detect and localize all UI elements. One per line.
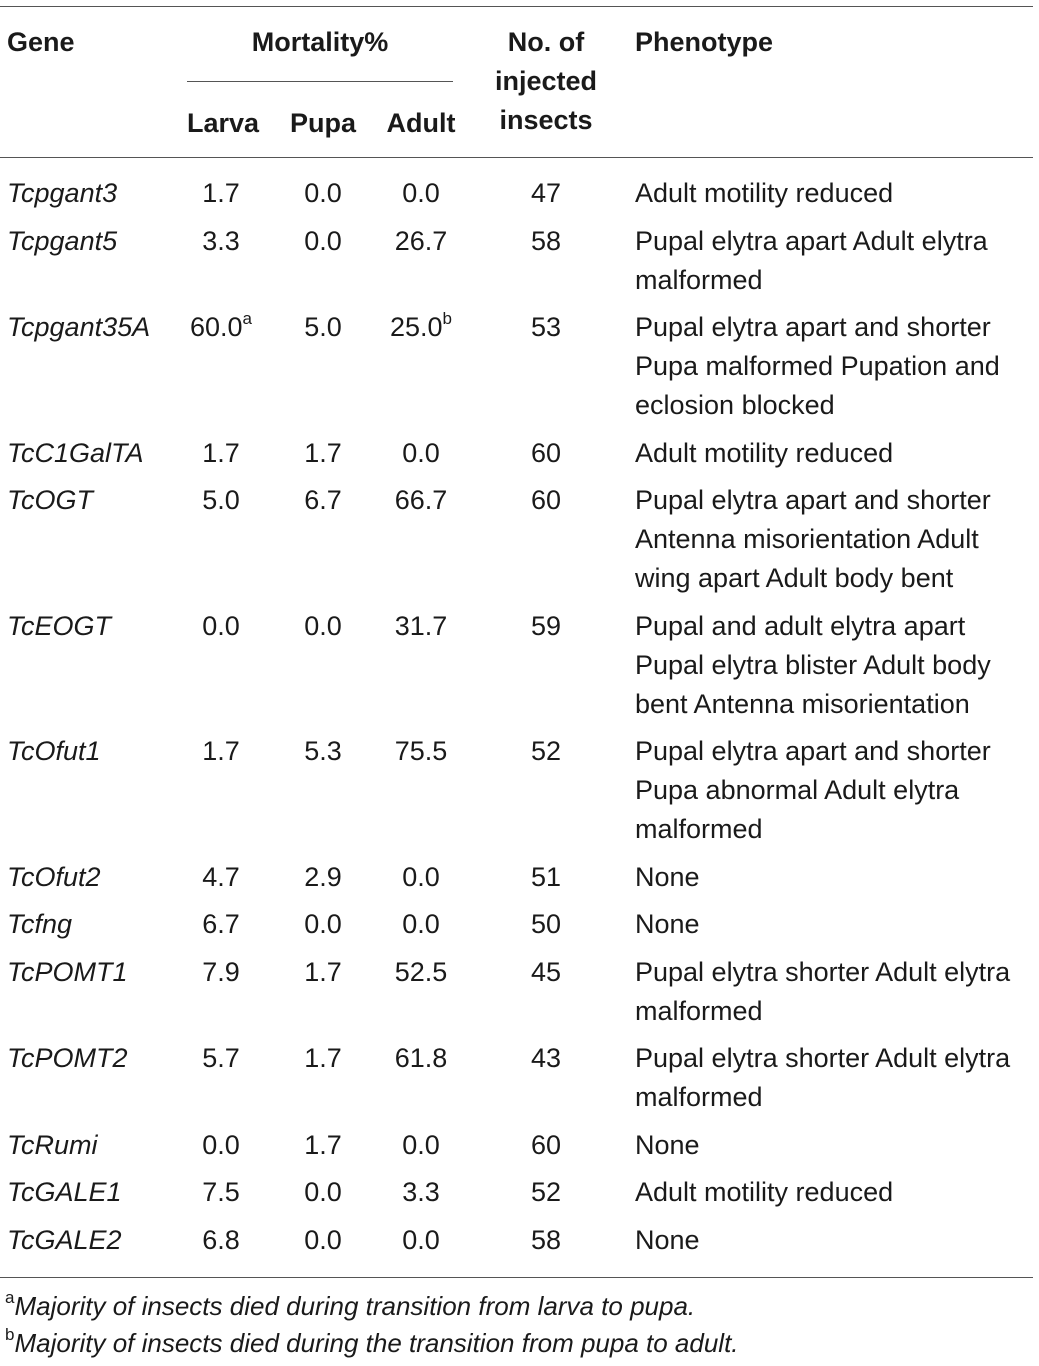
phenotype-cell — [635, 858, 1035, 897]
injected-cell-value: 58 — [530, 1224, 562, 1255]
pupa-cell-value: 0.0 — [304, 1177, 342, 1207]
pupa-cell-value: 6.7 — [304, 485, 342, 515]
injected-cell-value: 59 — [530, 610, 562, 641]
phenotype-cell — [635, 1039, 1035, 1117]
gene-cell-value: TcPOMT2 — [7, 1043, 128, 1073]
adult-cell — [375, 607, 467, 646]
phenotype-line: malformed — [635, 814, 763, 844]
larva-cell-value: 7.5 — [202, 1177, 240, 1207]
mortality-subrule — [187, 81, 453, 82]
larva-cell-value: 5.0 — [202, 485, 240, 515]
pupa-cell — [280, 1126, 366, 1165]
adult-cell-value: 31.7 — [394, 610, 448, 641]
gene-cell-value: TcC1GalTA — [7, 437, 144, 468]
phenotype-cell — [635, 607, 1035, 724]
phenotype-cell — [635, 308, 1035, 425]
phenotype-line: None — [635, 1129, 700, 1160]
phenotype-line: Pupa malformed Pupation and — [635, 351, 1000, 381]
gene-cell-value: TcOfut2 — [7, 861, 101, 892]
injected-cell — [475, 222, 617, 261]
footnote-mark: a — [5, 1288, 15, 1308]
pupa-cell-value: 1.7 — [304, 437, 342, 468]
phenotype-line: Pupal elytra apart Adult elytra — [635, 225, 988, 256]
pupa-cell-value: 0.0 — [304, 909, 342, 939]
adult-cell — [375, 1126, 467, 1165]
injected-cell — [475, 732, 617, 771]
gene-cell — [7, 222, 117, 261]
phenotype-line: None — [635, 861, 700, 892]
footnote-ref: a — [242, 309, 253, 328]
phenotype-line: malformed — [635, 264, 763, 295]
gene-cell — [7, 481, 93, 520]
gene-cell — [7, 434, 144, 473]
gene-cell — [7, 308, 150, 347]
phenotype-line: wing apart Adult body bent — [635, 563, 954, 593]
larva-cell — [175, 607, 267, 646]
phenotype-line: Pupal elytra apart and shorter — [635, 736, 991, 766]
adult-cell-value: 66.7 — [394, 485, 448, 515]
larva-cell-value: 1.7 — [202, 178, 240, 208]
phenotype-line: Pupal elytra apart and shorter — [635, 485, 991, 515]
header-phenotype: Phenotype — [635, 27, 774, 57]
larva-cell-value: 1.7 — [202, 736, 240, 766]
phenotype-cell — [635, 1173, 1035, 1212]
footnote-mark: b — [5, 1325, 15, 1345]
injected-cell-value: 45 — [530, 956, 562, 987]
larva-cell — [175, 732, 267, 771]
adult-cell — [375, 1221, 467, 1260]
adult-cell — [375, 174, 467, 213]
adult-cell-value: 0.0 — [402, 909, 440, 939]
larva-cell — [175, 1221, 267, 1260]
injected-cell — [475, 174, 617, 213]
pupa-cell-value: 0.0 — [304, 178, 342, 208]
pupa-cell-value: 1.7 — [304, 956, 342, 987]
larva-cell-value: 0.0 — [202, 1129, 240, 1160]
table-bottom-rule — [0, 1277, 1033, 1278]
larva-cell-value: 6.8 — [202, 1224, 240, 1255]
header-pupa: Pupa — [289, 108, 356, 138]
phenotype-line: Antenna misorientation Adult — [635, 524, 979, 554]
pupa-cell — [280, 607, 366, 646]
gene-cell — [7, 174, 117, 213]
phenotype-cell — [635, 1221, 1035, 1260]
larva-cell — [175, 1173, 267, 1212]
phenotype-line: Adult motility reduced — [635, 437, 894, 468]
pupa-cell — [280, 858, 366, 897]
phenotype-line: None — [635, 1224, 700, 1255]
larva-cell-value: 3.3 — [202, 225, 240, 256]
gene-cell — [7, 1173, 122, 1212]
phenotype-cell — [635, 905, 1035, 944]
injected-cell-value: 52 — [530, 736, 562, 766]
pupa-cell — [280, 174, 366, 213]
adult-cell — [375, 481, 467, 520]
gene-cell — [7, 732, 101, 771]
injected-cell — [475, 607, 617, 646]
phenotype-line: None — [635, 909, 700, 939]
injected-cell — [475, 905, 617, 944]
injected-cell — [475, 434, 617, 473]
adult-cell-value: 0.0 — [402, 178, 440, 208]
phenotype-cell — [635, 953, 1035, 1031]
adult-cell-value: 0.0 — [402, 861, 440, 892]
header-bottom-rule — [0, 157, 1033, 158]
gene-cell — [7, 953, 128, 992]
adult-cell — [375, 858, 467, 897]
pupa-cell-value: 1.7 — [304, 1129, 342, 1160]
gene-cell — [7, 607, 111, 646]
pupa-cell-value: 5.0 — [304, 312, 342, 342]
gene-cell — [7, 1221, 122, 1260]
phenotype-line: Pupal and adult elytra apart — [635, 610, 966, 641]
header-injected-insects — [475, 23, 617, 140]
larva-cell — [175, 308, 267, 347]
phenotype-line: Pupal elytra blister Adult body — [635, 649, 991, 680]
phenotype-line: Pupa abnormal Adult elytra — [635, 775, 960, 805]
adult-cell-value: 26.7 — [394, 225, 448, 256]
larva-cell-value: 4.7 — [202, 861, 240, 892]
pupa-cell — [280, 222, 366, 261]
gene-cell-value: Tcfng — [7, 909, 73, 939]
pupa-cell-value: 0.0 — [304, 610, 342, 641]
adult-cell-value: 52.5 — [394, 956, 448, 987]
pupa-cell — [280, 1221, 366, 1260]
injected-cell — [475, 1039, 617, 1078]
injected-cell — [475, 953, 617, 992]
injected-cell-value: 58 — [530, 225, 562, 256]
phenotype-line: malformed — [635, 1082, 763, 1112]
pupa-cell — [280, 1173, 366, 1212]
phenotype-cell — [635, 481, 1035, 598]
pupa-cell — [280, 953, 366, 992]
footnote-b — [5, 1325, 739, 1361]
pupa-cell — [280, 732, 366, 771]
adult-cell-value: 0.0 — [402, 437, 440, 468]
adult-cell — [375, 732, 467, 771]
gene-cell-value: TcPOMT1 — [7, 956, 128, 987]
adult-cell-value: 25.0 — [389, 312, 443, 342]
pupa-cell-value: 5.3 — [304, 736, 342, 766]
gene-cell-value: TcEOGT — [7, 610, 112, 641]
injected-cell-value: 60 — [530, 485, 562, 515]
header-adult: Adult — [386, 108, 456, 138]
injected-cell-value: 51 — [530, 861, 562, 892]
gene-cell-value: TcRumi — [7, 1129, 98, 1160]
injected-cell-value: 60 — [530, 437, 562, 468]
adult-cell — [375, 308, 467, 347]
larva-cell — [175, 905, 267, 944]
gene-cell-value: TcOGT — [7, 485, 94, 515]
adult-cell-value: 0.0 — [402, 1129, 440, 1160]
injected-cell — [475, 1173, 617, 1212]
larva-cell — [175, 434, 267, 473]
header-mortality: Mortality% — [251, 27, 389, 57]
phenotype-cell — [635, 732, 1035, 849]
header-injected-line: insects — [499, 105, 593, 135]
phenotype-cell — [635, 434, 1035, 473]
adult-cell — [375, 1173, 467, 1212]
footnote-text: Majority of insects died during the transition from pupa to adult. — [14, 1328, 739, 1358]
adult-cell — [375, 222, 467, 261]
phenotype-cell — [635, 222, 1035, 300]
header-injected-line: injected — [494, 66, 598, 96]
larva-cell-value: 6.7 — [202, 909, 240, 939]
gene-cell-value: TcGALE1 — [7, 1177, 122, 1207]
adult-cell-value: 3.3 — [402, 1177, 440, 1207]
phenotype-line: Pupal elytra shorter Adult elytra — [635, 1043, 1011, 1073]
table-top-rule — [0, 6, 1033, 7]
gene-cell-value: Tcpgant3 — [7, 178, 118, 208]
pupa-cell-value: 0.0 — [304, 1224, 342, 1255]
adult-cell — [375, 1039, 467, 1078]
larva-cell — [175, 1039, 267, 1078]
pupa-cell-value: 1.7 — [304, 1043, 342, 1073]
pupa-cell — [280, 308, 366, 347]
phenotype-line: bent Antenna misorientation — [635, 688, 970, 719]
injected-cell — [475, 308, 617, 347]
pupa-cell — [280, 1039, 366, 1078]
injected-cell-value: 52 — [530, 1177, 562, 1207]
gene-cell — [7, 1126, 98, 1165]
larva-cell — [175, 481, 267, 520]
phenotype-line: Pupal elytra apart and shorter — [635, 312, 991, 342]
larva-cell-value: 0.0 — [202, 610, 240, 641]
larva-cell-value: 5.7 — [202, 1043, 240, 1073]
adult-cell — [375, 953, 467, 992]
phenotype-line: Adult motility reduced — [635, 1177, 894, 1207]
injected-cell — [475, 1126, 617, 1165]
header-injected-line: No. of — [507, 27, 585, 57]
larva-cell — [175, 222, 267, 261]
gene-cell — [7, 1039, 128, 1078]
header-larva: Larva — [186, 108, 260, 138]
adult-cell-value: 61.8 — [394, 1043, 448, 1073]
adult-cell — [375, 434, 467, 473]
injected-cell — [475, 858, 617, 897]
pupa-cell-value: 0.0 — [304, 225, 342, 256]
footnote-a — [5, 1288, 695, 1324]
phenotype-line: Adult motility reduced — [635, 178, 894, 208]
phenotype-line: eclosion blocked — [635, 390, 835, 420]
gene-cell-value: TcOfut1 — [7, 736, 101, 766]
larva-cell-value: 7.9 — [202, 956, 240, 987]
larva-cell — [175, 858, 267, 897]
larva-cell-value: 60.0 — [189, 312, 243, 342]
phenotype-line: malformed — [635, 995, 763, 1026]
injected-cell-value: 60 — [530, 1129, 562, 1160]
phenotype-line: Pupal elytra shorter Adult elytra — [635, 956, 1011, 987]
footnote-ref: b — [442, 309, 453, 328]
larva-cell — [175, 1126, 267, 1165]
pupa-cell — [280, 434, 366, 473]
adult-cell-value: 0.0 — [402, 1224, 440, 1255]
adult-cell-value: 75.5 — [394, 736, 448, 766]
gene-cell-value: Tcpgant35A — [7, 312, 151, 342]
gene-cell-value: TcGALE2 — [7, 1224, 122, 1255]
larva-cell — [175, 174, 267, 213]
injected-cell — [475, 1221, 617, 1260]
injected-cell-value: 47 — [530, 178, 562, 208]
larva-cell — [175, 953, 267, 992]
pupa-cell — [280, 481, 366, 520]
adult-cell — [375, 905, 467, 944]
gene-cell — [7, 905, 72, 944]
larva-cell-value: 1.7 — [202, 437, 240, 468]
pupa-cell-value: 2.9 — [304, 861, 342, 892]
pupa-cell — [280, 905, 366, 944]
phenotype-cell — [635, 174, 1035, 213]
header-gene: Gene — [7, 27, 75, 57]
injected-cell-value: 50 — [530, 909, 562, 939]
injected-cell-value: 53 — [530, 312, 562, 342]
injected-cell — [475, 481, 617, 520]
injected-cell-value: 43 — [530, 1043, 562, 1073]
footnote-text: Majority of insects died during transition from larva to pupa. — [14, 1291, 696, 1321]
gene-cell — [7, 858, 101, 897]
phenotype-cell — [635, 1126, 1035, 1165]
gene-cell-value: Tcpgant5 — [7, 225, 118, 256]
